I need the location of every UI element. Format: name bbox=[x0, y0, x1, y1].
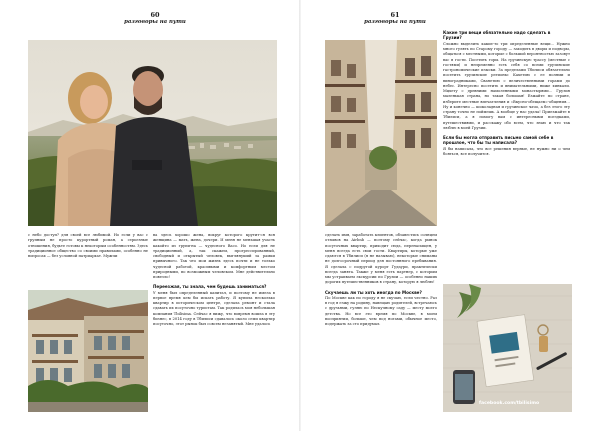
running-head: разговоры на пути bbox=[124, 19, 186, 25]
body-paragraph: У меня был определенный капитал, и поэтому не имела в первое время кем бы искать работу. Я купила несколько квартир в историческом центре, сделала ремонт и стала сдавать их посуточно туристам. Так родилась моя небольшая компания Tbilisima. Сейчас я вижу, что вовремя вошла в эту бизнес, в 2014 году в Тбилиси сдавалось около семи квартир посуточно, этот рынок был совсем незанятый. Мне удалось bbox=[153, 290, 275, 327]
left-column-1 bbox=[28, 233, 148, 259]
body-paragraph: ва здесь хорошо жена, вокруг которого крутит-ся вся женщина — мать, жена, дочери. И меня не меньшая участь какойто из групи-на — чудесного Васо. Но если для не традиционный, а, так скажем, прогрессированный, свободный и открытый человек, выглянуший за рамки привычного. Так что мои жизнь здесь почти и не только чудесной работой, красивыми и комфортным местом природными, по возможным человеком. Мне действительно повезло! bbox=[153, 233, 275, 279]
couple-photo bbox=[28, 40, 277, 226]
left-column-2 bbox=[153, 233, 275, 327]
street-photo bbox=[28, 290, 148, 412]
body-paragraph: Я бы написала, что все решения верные, не нужно ни о чем бояться, все получится. bbox=[443, 146, 570, 157]
body-paragraph: По Москве как по городу я не скучаю, если честно. Раз в год я езжу на родину, навещаю родителей, встречаюсь с друзьями, гуляю по Нескучному саду — месту моего детства. Но все это время по Москве, в моем восприятии, больше, чем под ногами, обычное место, подержать за сто придумал. bbox=[325, 295, 437, 327]
left-folio bbox=[95, 11, 215, 26]
body-paragraph: с небо доступ? для своей все любимой. Но если у вас с групным не просто курортный роман, а серьезные отношения, будьте готовы к некоторым особенностям. Здесь традиционное общество со своими правилами, особенно не вопросах — без условной патриархат. Мужчи bbox=[28, 233, 148, 258]
right-page bbox=[300, 0, 600, 431]
page-number: 60 bbox=[150, 11, 160, 19]
body-paragraph: Сложно выделить какие-то три определенные вещи… Нужно много гулять по Старому городу — заходить в дворы и подворы, общаться с местными, которые с большой вероятностью зазовут вас в гости. Посетить горы. На грузинскую трассу (местные с гостями) и непременно есть себя со всеми грузинские гастрономические изыски. За пределами Тбилиси обязательно посетить грузинские регионы: Кахетию с ее полями и виноградниками, Сванетию с величественными горами до небес. Интересно посетить и внимательными, ниже хинкали. Мцхету с древними намоленными монастырями… Грузия маленькая страна, но такая большая! Езжайте по стране, изберите местные впечатления и «Вкусно-обещаем»-общения… Ну и конечно — шоколадная и грузинское чачо, а без этого эту страну точно не поймешь. А вообще у нас удача! Приезжайте в Тбилиси, а я помогу вам с интересными поездками, путешествиями, и расскажу обо всем, что знаю и что так люблю в моей Грузии. bbox=[443, 41, 570, 130]
flatlay-photo bbox=[443, 284, 572, 412]
body-paragraph: сделать имя, заработать клиентов, обзавестись солнцем отзывов на Airbnb — поэтому сейчас, когда рынок посуточных квартир, приходит сюда, перенасыщен, у меня всегда есть свои гости. Квартиры, которые уже сдаются в Тбилиси (я не называю), некоторые сниманы не долгосрочный период для постоянного пребывания. Я сделала с подругой курорт Гудаури, практически всегда занята. Также у меня есть партнер, с которым мы устраиваем экскурсии по Грузии — особенно наших дорогих путешественников в страну, которую я люблю! bbox=[325, 233, 437, 285]
page-number: 61 bbox=[390, 11, 400, 19]
question-heading: Если бы могла отправить письмо самой себе в прошлое, что бы ты написала? bbox=[443, 135, 554, 146]
right-column-1 bbox=[325, 233, 437, 327]
question-heading: Скучаешь ли ты хоть иногда по Москве? bbox=[325, 289, 422, 295]
photo-credit: facebook.com/tbilisimo bbox=[479, 401, 540, 406]
question-heading: Какие три вещи обязательно надо сделать в Грузии? bbox=[443, 30, 551, 41]
question-heading: Переезжая, ты знала, чем будешь заниматься? bbox=[153, 284, 267, 290]
old-town-photo bbox=[325, 40, 437, 226]
right-folio bbox=[335, 11, 455, 26]
running-head: разговоры на пути bbox=[364, 19, 426, 25]
right-column-2 bbox=[443, 30, 570, 157]
